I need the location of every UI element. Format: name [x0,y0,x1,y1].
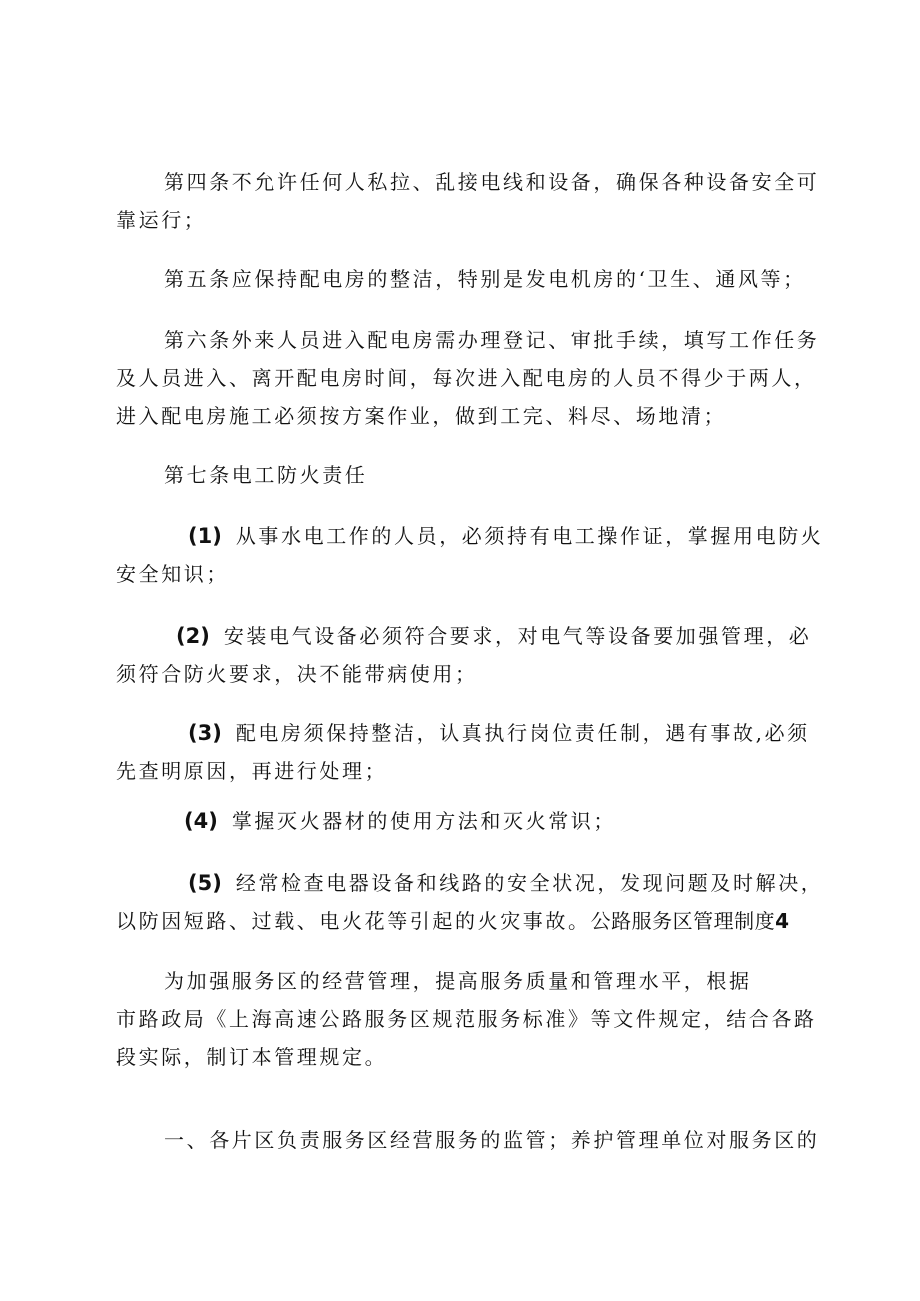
embedded-doc-title-number: 4 [775,909,790,933]
article-5-line-1: 第五条应保持配电房的整洁，特别是发电机房的‘卫生、通风等； [164,267,806,291]
intro-line-1: 为加强服务区的经营管理，提高服务质量和管理水平，根据 [164,969,752,993]
item-1-line-1 [116,517,828,555]
item-1-text: 从事水电工作的人员，必须持有电工操作证，掌握用电防火 [235,524,824,548]
article-7-heading [116,456,828,494]
article-4 [116,163,828,239]
item-3-line-1 [116,714,828,752]
item-2 [116,617,828,693]
item-4-number: (4) [184,809,218,833]
item-2-text: 安装电气设备必须符合要求，对电气等设备要加强管理，必 [223,624,812,648]
article-6-line-3: 进入配电房施工必须按方案作业，做到工完、料尽、场地清； [116,404,727,428]
item-2-number: (2) [176,624,210,648]
article-7-heading-text: 第七条电工防火责任 [164,463,368,487]
item-5-line-1 [116,864,828,902]
item-5-text-2: 以防因短路、过载、电火花等引起的火灾事故。 [116,909,591,933]
item-4 [116,802,828,840]
item-3-line-2: 先查明原因，再进行处理； [116,759,388,783]
article-6 [116,321,828,435]
item-1-number: (1) [188,524,222,548]
item-4-line-1 [116,802,828,840]
article-4-line-2: 靠运行； [116,208,207,232]
item-1-line-2: 安全知识； [116,562,229,586]
item-4-text: 掌握灭火器材的使用方法和灭火常识； [231,809,617,833]
intro-paragraph [116,962,828,1076]
section-1 [116,1121,828,1159]
item-5-text: 经常检查电器设备和线路的安全状况，发现问题及时解决， [235,871,824,895]
section-1-line-1: 一、各片区负责服务区经营服务的监管；养护管理单位对服务区的 [164,1128,820,1152]
intro-line-2: 市路政局《上海高速公路服务区规范服务标准》等文件规定，结合各路 [116,1007,817,1031]
item-3-text: 配电房须保持整洁，认真执行岗位责任制，遇有事故,必须 [235,721,810,745]
item-3 [116,714,828,790]
item-5 [116,864,828,940]
article-6-line-2: 及人员进入、离开配电房时间，每次进入配电房的人员不得少于两人， [116,366,817,390]
article-5 [116,260,828,298]
item-3-number: (3) [188,721,222,745]
item-2-line-1 [116,617,828,655]
embedded-doc-title: 公路服务区管理制度 [590,909,776,933]
article-4-line-1: 第四条不允许任何人私拉、乱接电线和设备，确保各种设备安全可 [164,170,820,194]
intro-line-3: 段实际，制订本管理规定。 [116,1045,388,1069]
item-5-line-2 [116,902,828,940]
item-5-number: (5) [188,871,222,895]
item-2-line-2: 须符合防火要求，决不能带病使用； [116,662,478,686]
item-1 [116,517,828,593]
article-6-line-1: 第六条外来人员进入配电房需办理登记、审批手续，填写工作任务 [164,328,820,352]
